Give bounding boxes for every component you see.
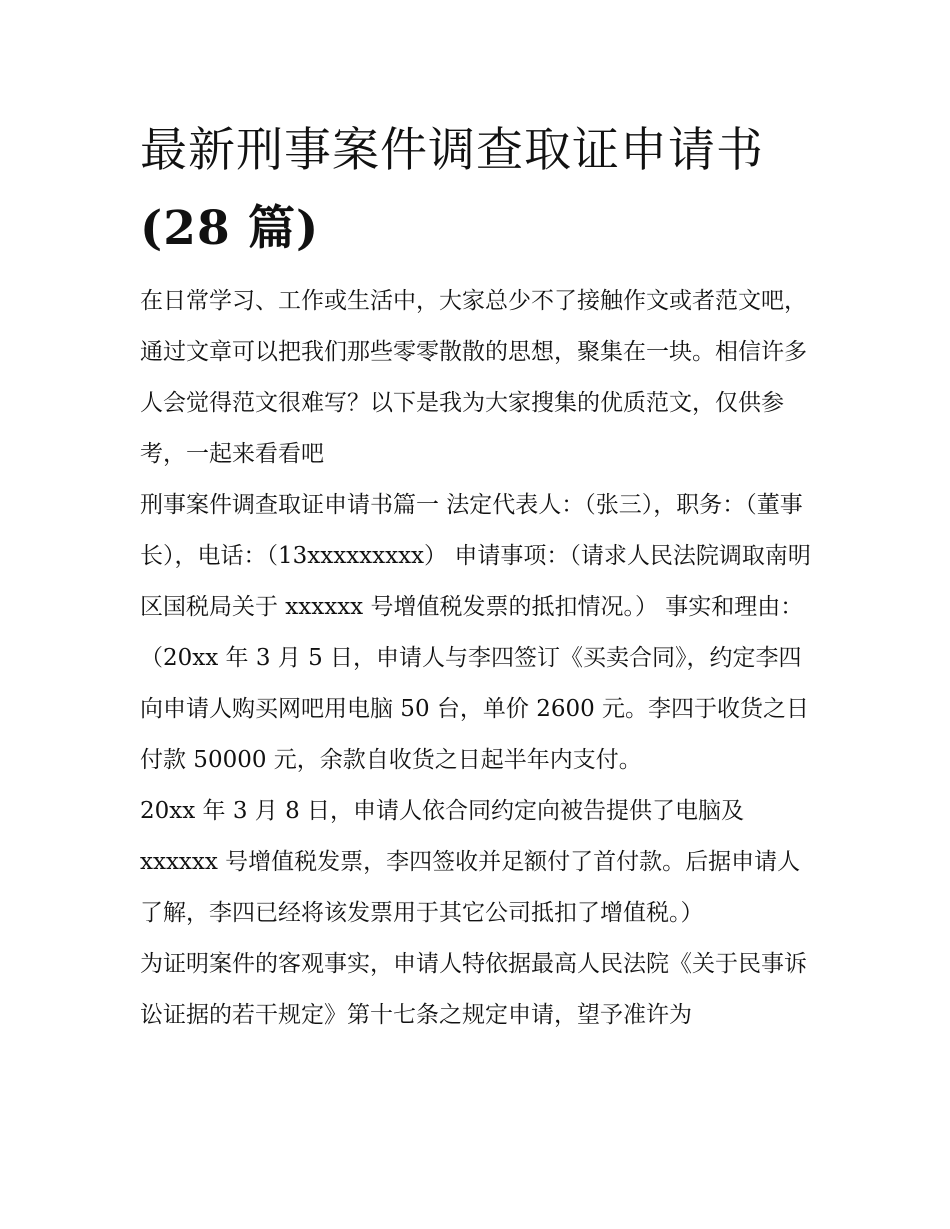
- document-title: [140, 112, 840, 268]
- title-main: 最新刑事案件调查取证申请书: [140, 123, 764, 178]
- title-count: (28 篇): [140, 201, 320, 256]
- paragraph-delivery-facts: 20xx 年 3 月 8 日，申请人依合同约定向被告提供了电脑及 xxxxxx 号增值税发票，李四签收并足额付了首付款。后据申请人了解，李四已经将该发票用于其它公司抵扣了增值税。）: [140, 798, 801, 926]
- paragraph-intro: 在日常学习、工作或生活中，大家总少不了接触作文或者范文吧，通过文章可以把我们那些零零散散的思想，聚集在一块。相信许多人会觉得范文很难写？以下是我为大家搜集的优质范文，仅供参考，一起来看看吧: [140, 288, 807, 467]
- paragraph-legal-basis: 为证明案件的客观事实，申请人特依据最高人民法院《关于民事诉讼证据的若干规定》第十七条之规定申请，望予准许为: [140, 951, 807, 1028]
- paragraph-contract-facts: （20xx 年 3 月 5 日，申请人与李四签订《买卖合同》，约定李四向申请人购买网吧用电脑 50 台，单价 2600 元。李四于收货之日付款 50000 元，余款自收货之日起半年内支付。: [140, 645, 810, 773]
- paragraph-applicant-info: 刑事案件调查取证申请书篇一 法定代表人：（张三），职务：（董事长），电话：（13xxxxxxxxx） 申请事项：（请求人民法院调取南明区国税局关于 xxxxxx 号增值税发票的抵扣情况。） 事实和理由：: [140, 492, 811, 620]
- document-body: [140, 276, 820, 1041]
